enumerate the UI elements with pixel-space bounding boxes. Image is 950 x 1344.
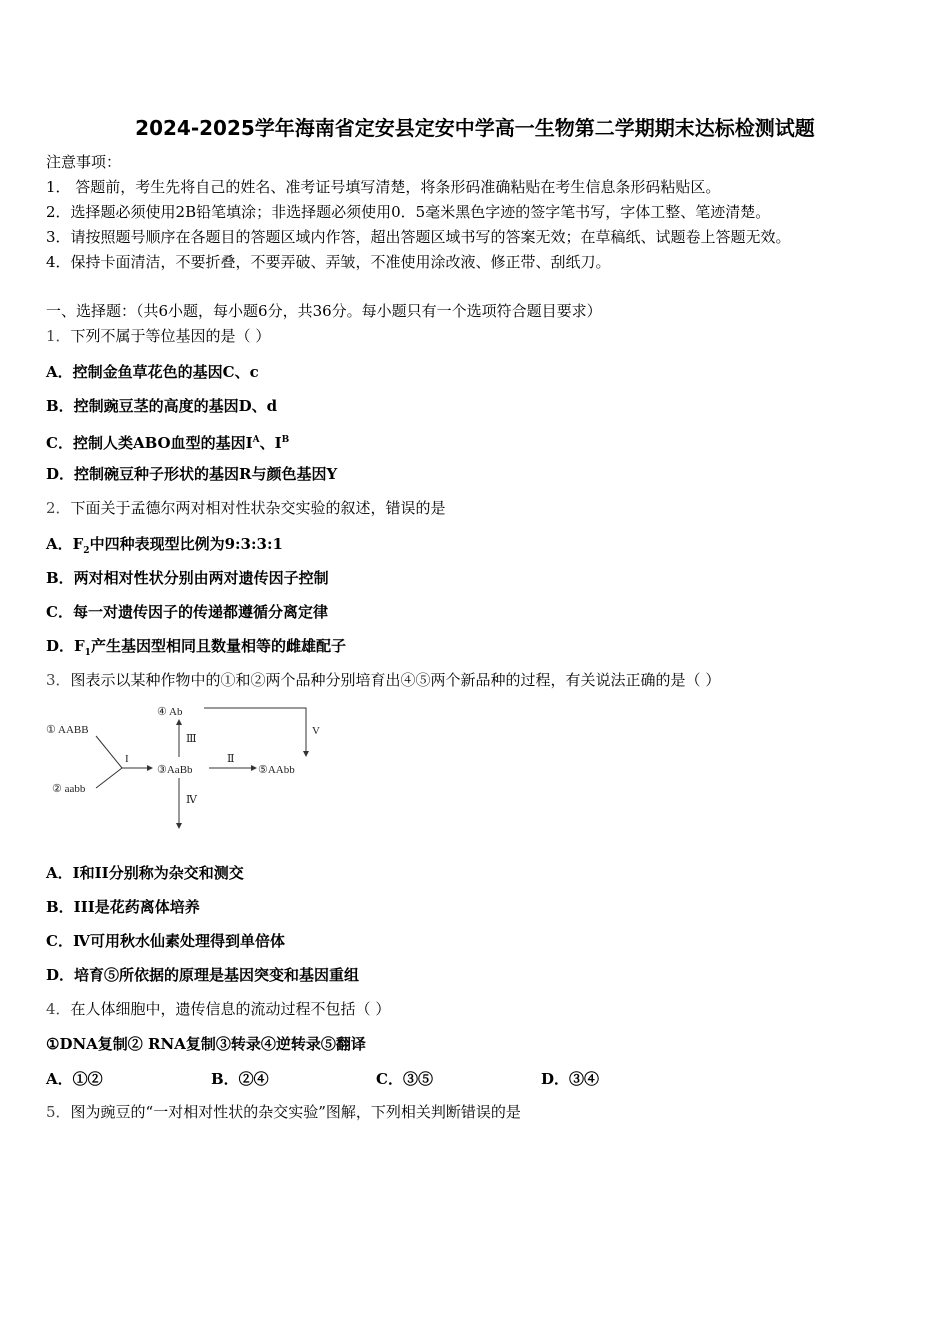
- question-5: [46, 1102, 521, 1122]
- hybrid-label: ③AaBb: [157, 764, 193, 776]
- question-stem: 下列不属于等位基因的是（ ）: [70, 327, 271, 345]
- superscript: B: [281, 435, 290, 445]
- notice-item-4: 4．保持卡面清洁，不要折叠，不要弄破、弄皱，不准使用涂改液、修正带、刮纸刀。: [46, 253, 611, 271]
- question-1: [46, 326, 270, 346]
- q2-option-b: B．两对相对性状分别由两对遗传因子控制: [46, 569, 329, 587]
- question-number: 1．: [46, 327, 71, 345]
- q3-option-d: D．培育⑤所依据的原理是基因突变和基因重组: [46, 966, 360, 984]
- question-number: 4．: [46, 1000, 71, 1018]
- step-1-label: I: [125, 753, 129, 765]
- q2-option-a: [46, 534, 283, 561]
- question-stem: 在人体细胞中，遗传信息的流动过程不包括（ ）: [70, 1000, 391, 1018]
- q4-option-b: B．②④: [211, 1070, 269, 1088]
- question-stem: 下面关于孟德尔两对相对性状杂交实验的叙述，错误的是: [70, 499, 446, 517]
- q3-option-a: A．I和II分别称为杂交和测交: [46, 864, 244, 882]
- question-2: [46, 498, 446, 518]
- step-3-label: Ⅲ: [186, 733, 197, 745]
- question-number: 3．: [46, 671, 71, 689]
- q3-option-b: B．III是花药离体培养: [46, 898, 200, 916]
- q1-option-c: [46, 430, 289, 453]
- step-5-label: V: [312, 725, 320, 737]
- parent-1-label: ① AABB: [46, 724, 89, 736]
- question-stem: 图表示以某种作物中的①和②两个品种分别培育出④⑤两个新品种的过程，有关说法正确的是（ ）: [70, 671, 721, 689]
- option-text: D．F: [46, 637, 85, 655]
- subscript: 1: [84, 648, 91, 658]
- q4-option-d: D．③④: [541, 1070, 600, 1088]
- q2-option-c: C．每一对遗传因子的传递都遵循分离定律: [46, 603, 328, 621]
- product-4-label: ④ Ab: [157, 706, 183, 718]
- option-text: 、I: [259, 434, 282, 452]
- question-4: [46, 999, 390, 1019]
- subscript: 2: [83, 546, 90, 556]
- exam-title: 2024-2025学年海南省定安县定安中学高一生物第二学期期末达标检测试题: [135, 116, 815, 140]
- step-2-label: Ⅱ: [227, 753, 235, 765]
- q4-option-a: A．①②: [46, 1070, 103, 1088]
- q1-option-d: D．控制碗豆种子形状的基因R与颜色基因Y: [46, 465, 338, 483]
- option-text: 产生基因型相同且数量相等的雌雄配子: [90, 637, 346, 655]
- q1-option-a: A．控制金鱼草花色的基因C、c: [46, 363, 259, 381]
- notice-item-2: 2．选择题必须使用2B铅笔填涂；非选择题必须使用0．5毫米黑色字迹的签字笔书写，字体工整、笔迹清楚。: [46, 203, 771, 221]
- cross-line-lower: [96, 768, 122, 788]
- q1-option-b: B．控制豌豆茎的高度的基因D、d: [46, 397, 278, 415]
- section-heading: 一、选择题：（共6小题，每小题6分，共36分。每小题只有一个选项符合题目要求）: [46, 302, 602, 320]
- step-5-arrow: [204, 708, 306, 756]
- q4-process-list: ①DNA复制② RNA复制③转录④逆转录⑤翻译: [46, 1035, 366, 1053]
- question-number: 2．: [46, 499, 71, 517]
- q2-option-d: [46, 636, 346, 663]
- step-4-label: Ⅳ: [186, 794, 197, 806]
- superscript: A: [252, 435, 260, 445]
- parent-2-label: ② aabb: [52, 783, 86, 795]
- notice-item-1: 1． 答题前，考生先将自己的姓名、准考证号填写清楚，将条形码准确粘贴在考生信息条形码粘贴区。: [46, 178, 721, 196]
- notice-heading: 注意事项：: [46, 153, 122, 171]
- question-3: [46, 670, 720, 690]
- product-5-label: ⑤AAbb: [258, 764, 295, 776]
- breeding-diagram: [44, 700, 334, 835]
- notice-item-3: 3．请按照题号顺序在各题目的答题区域内作答，超出答题区域书写的答案无效；在草稿纸、试题卷上答题无效。: [46, 228, 791, 246]
- q3-option-c: C．Ⅳ可用秋水仙素处理得到单倍体: [46, 932, 285, 950]
- question-stem: 图为豌豆的“一对相对性状的杂交实验”图解，下列相关判断错误的是: [70, 1103, 521, 1121]
- option-text: A．F: [46, 535, 84, 553]
- question-number: 5．: [46, 1103, 71, 1121]
- q4-option-c: C．③⑤: [376, 1070, 433, 1088]
- cross-line-upper: [96, 736, 122, 768]
- option-text: 中四种表现型比例为9:3:3:1: [89, 535, 283, 553]
- option-text: C．控制人类ABO血型的基因I: [46, 434, 253, 452]
